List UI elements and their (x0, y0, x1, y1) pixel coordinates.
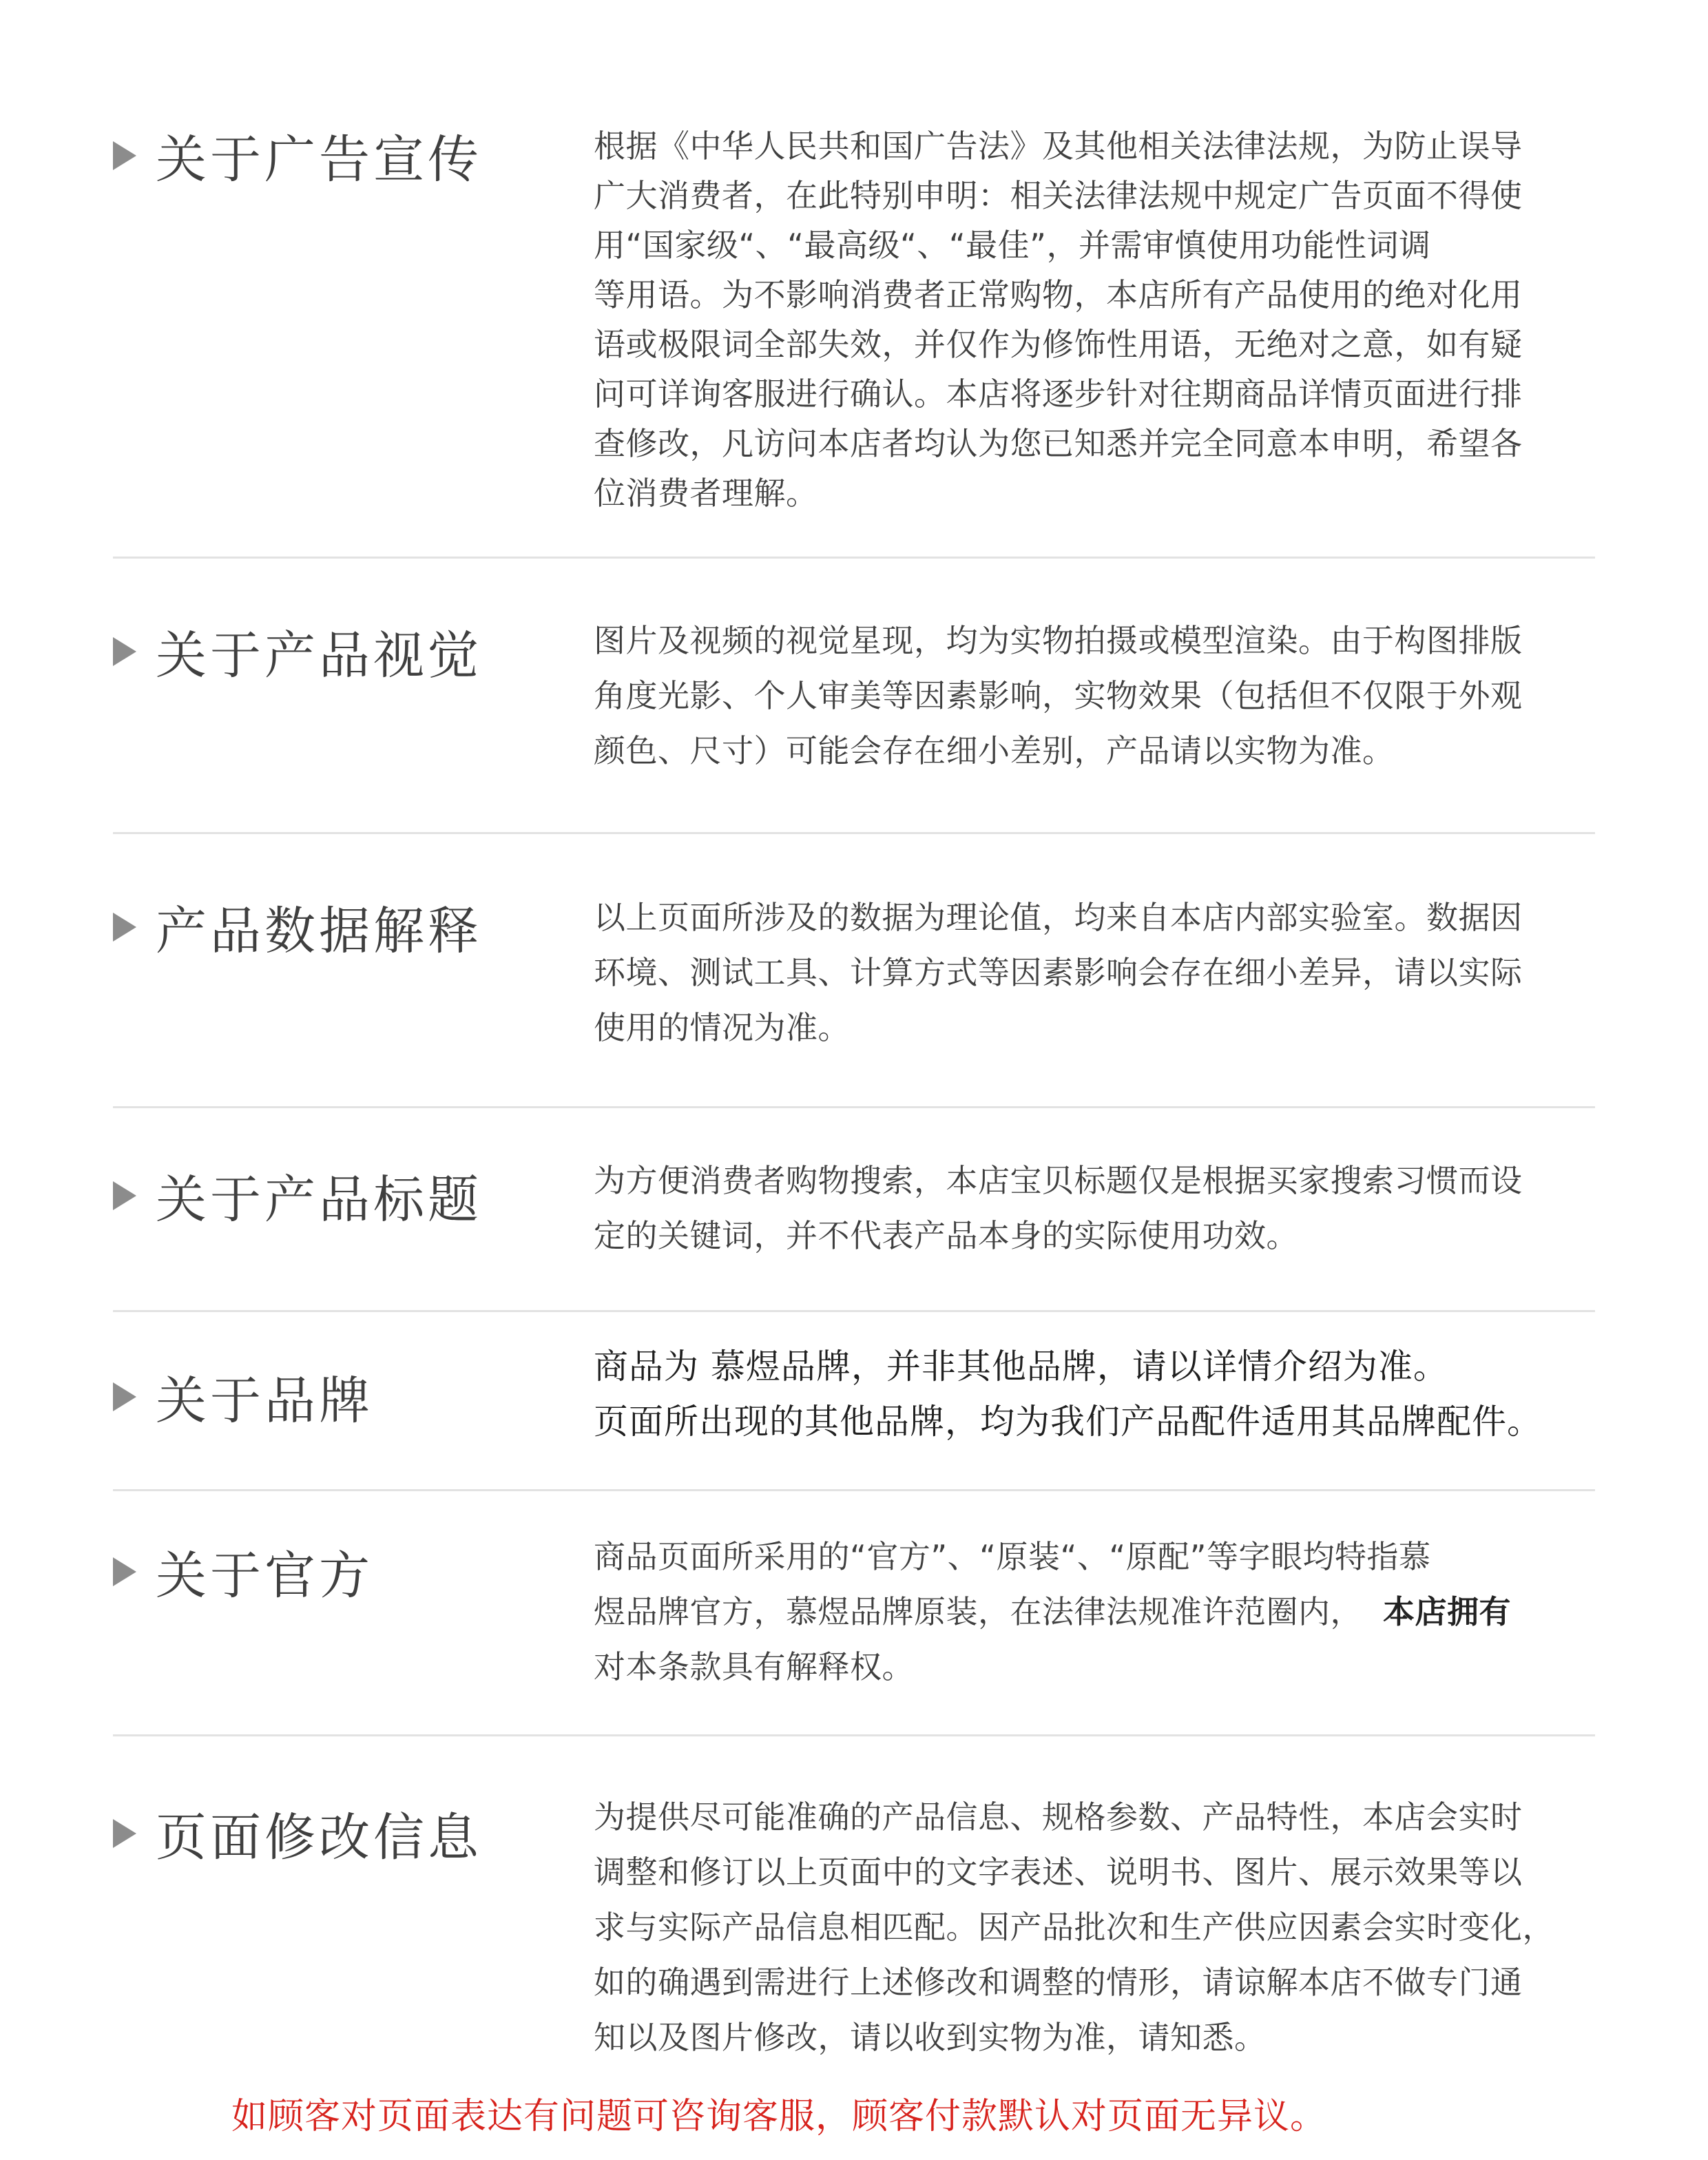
body-line: 商品页面所采用的“官方”、“原装“、“原配”等字眼均特指慕 (594, 1538, 1431, 1575)
divider (113, 1489, 1595, 1491)
body-line: 位消费者理解。 (594, 475, 818, 512)
body-line: 以上页面所涉及的数据为理论值，均来自本店内部实验室。数据因 (594, 899, 1523, 936)
section-brand-body (594, 1339, 1599, 1449)
section-title: 关于品牌 (156, 1371, 373, 1431)
divider (113, 1734, 1595, 1736)
body-line: 根据《中华人民共和国广告法》及其他相关法律法规，为防止误导 (594, 127, 1523, 165)
section-title: 页面修改信息 (156, 1808, 482, 1867)
triangle-bullet-icon (113, 1181, 136, 1210)
body-line (594, 1584, 1599, 1639)
body-line: 语或极限词全部失效，并仅作为修饰性用语，无绝对之意，如有疑 (594, 326, 1523, 363)
body-line: 环境、测试工具、计算方式等因素影响会存在细小差异，请以实际 (594, 954, 1523, 991)
divider (113, 832, 1595, 834)
body-line: 求与实际产品信息相匹配。因产品批次和生产供应因素会实时变化， (594, 1909, 1554, 1946)
section-update-body (594, 1789, 1599, 2065)
section-data-body (594, 890, 1599, 1055)
section-visual-body (594, 613, 1599, 778)
body-line: 用“国家级“、“最高级“、“最佳”，并需审慎使用功能性词调 (594, 227, 1431, 264)
body-line: 调整和修订以上页面中的文字表述、说明书、图片、展示效果等以 (594, 1853, 1523, 1891)
section-ad-heading (113, 121, 482, 190)
divider (113, 557, 1595, 559)
section-data-heading (113, 893, 482, 962)
divider (113, 1310, 1595, 1312)
triangle-bullet-icon (113, 141, 136, 170)
triangle-bullet-icon (113, 913, 136, 942)
body-line: 页面所出现的其他品牌，均为我们产品配件适用其品牌配件。 (594, 1402, 1542, 1442)
body-line: 对本条款具有解释权。 (594, 1648, 914, 1685)
section-title: 产品数据解释 (156, 902, 482, 961)
body-line: 为方便消费者购物搜索，本店宝贝标题仅是根据买家搜索习惯而设 (594, 1162, 1523, 1199)
triangle-bullet-icon (113, 1819, 136, 1848)
body-line: 定的关键词，并不代表产品本身的实际使用功效。 (594, 1217, 1298, 1254)
section-title: 关于广告宣传 (156, 130, 482, 189)
footer-notice: 如顾客对页面表达有问题可咨询客服，顾客付款默认对页面无异议。 (231, 2096, 1327, 2137)
section-brand-heading (113, 1362, 373, 1431)
section-title-body (594, 1153, 1599, 1263)
section-official-heading (113, 1537, 373, 1606)
body-line: 如的确遇到需进行上述修改和调整的情形，请谅解本店不做专门通 (594, 1964, 1523, 2001)
body-line-text: 煜品牌官方，慕煜品牌原装，在法律法规准许范圈内， (594, 1593, 1362, 1630)
body-line: 广大消费者，在此特别申明：相关法律法规中规定广告页面不得使 (594, 177, 1523, 214)
divider (113, 1106, 1595, 1108)
body-line: 知以及图片修改，请以收到实物为准，请知悉。 (594, 2019, 1267, 2056)
section-official-body (594, 1529, 1599, 1694)
section-title: 关于产品标题 (156, 1170, 482, 1229)
body-line: 颜色、尺寸）可能会存在细小差别，产品请以实物为准。 (594, 732, 1395, 769)
section-ad-body (594, 121, 1599, 518)
body-line: 角度光影、个人审美等因素影响，实物效果（包括但不仅限于外观 (594, 677, 1523, 714)
triangle-bullet-icon (113, 637, 136, 666)
section-visual-heading (113, 617, 482, 686)
body-line: 图片及视频的视觉星现，均为实物拍摄或模型渲染。由于构图排版 (594, 622, 1523, 659)
body-line: 问可详询客服进行确认。本店将逐步针对往期商品详情页面进行排 (594, 375, 1523, 413)
section-title-heading (113, 1161, 482, 1230)
section-title: 关于产品视觉 (156, 626, 482, 685)
triangle-bullet-icon (113, 1382, 136, 1411)
section-update-heading (113, 1799, 482, 1868)
body-line: 等用语。为不影响消费者正常购物，本店所有产品使用的绝对化用 (594, 276, 1523, 313)
emphasis-text: 本店拥有 (1383, 1593, 1511, 1630)
body-line: 为提供尽可能准确的产品信息、规格参数、产品特性，本店会实时 (594, 1798, 1523, 1836)
body-line: 查修改，凡访问本店者均认为您已知悉并完全同意本申明，希望各 (594, 425, 1523, 462)
triangle-bullet-icon (113, 1557, 136, 1586)
section-title: 关于官方 (156, 1546, 373, 1606)
body-line: 商品为 慕煜品牌，并非其他品牌，请以详情介绍为准。 (594, 1347, 1448, 1387)
body-line: 使用的情况为准。 (594, 1009, 850, 1046)
